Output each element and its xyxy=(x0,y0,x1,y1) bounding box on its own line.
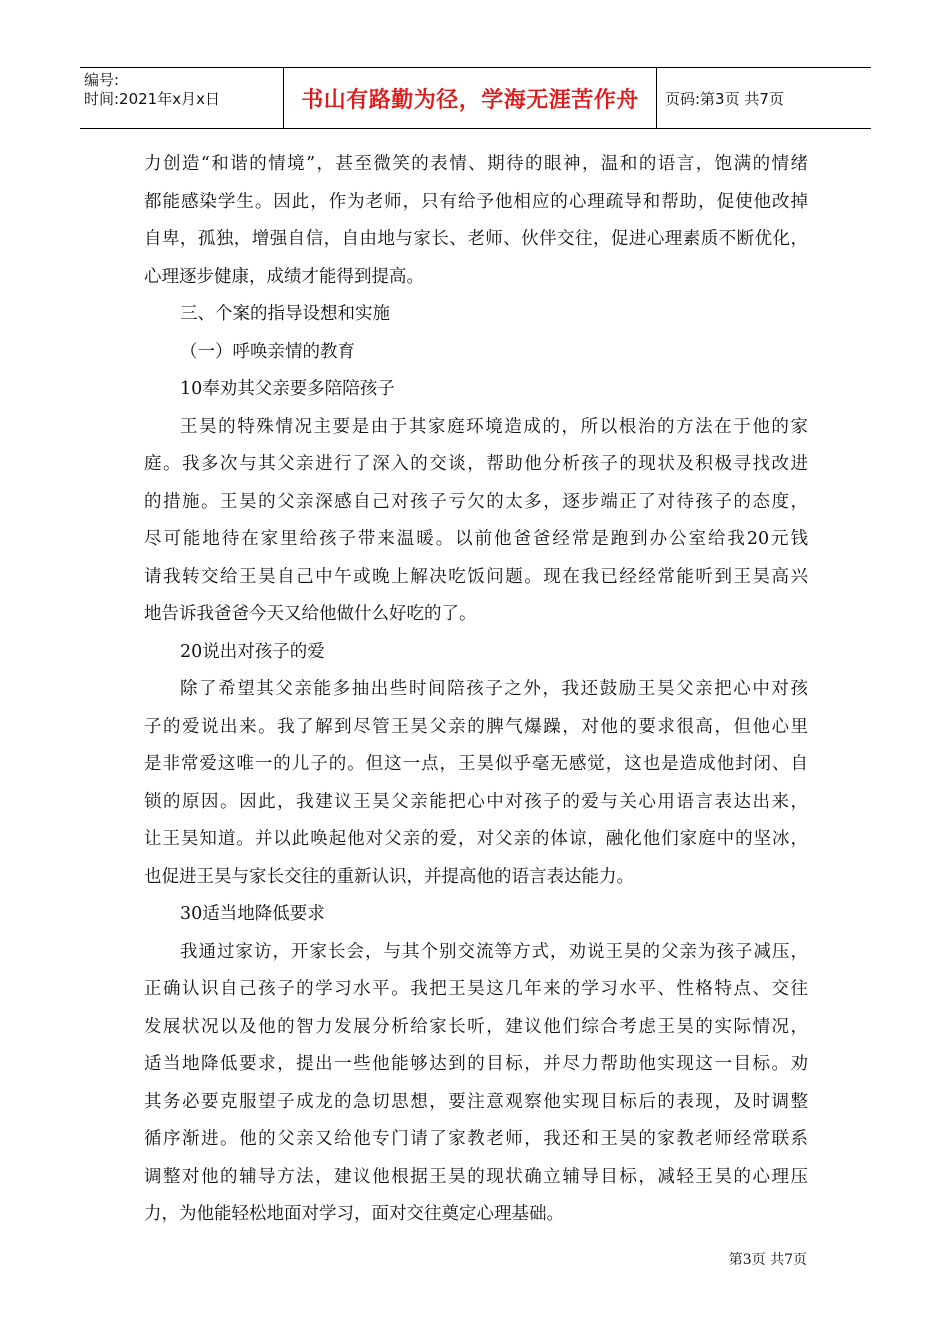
text-line: 除了希望其父亲能多抽出些时间陪孩子之外，我还鼓励王昊父亲把心中对孩 xyxy=(180,679,808,699)
text-line: 发展状况以及他的智力发展分析给家长听，建议他们综合考虑王昊的实际情况， xyxy=(144,1016,808,1037)
text-line: 也促进王昊与家长交往的重新认识，并提高他的语言表达能力。 xyxy=(144,866,634,887)
text-line: 尽可能地待在家里给孩子带来温暖。以前他爸爸经常是跑到办公室给我20元钱 xyxy=(144,529,808,549)
text-line: 其务必要克服望子成龙的急切思想，要注意观察他实现目标后的表现，及时调整 xyxy=(144,1091,808,1112)
text-line: （一）呼唤亲情的教育 xyxy=(180,341,355,362)
text-line: 让王昊知道。并以此唤起他对父亲的爱，对父亲的体谅，融化他们家庭中的坚冰， xyxy=(144,829,808,849)
page-footer: 第3页 共7页 xyxy=(728,1252,807,1268)
text-line: 适当地降低要求，提出一些他能够达到的目标，并尽力帮助他实现这一目标。劝 xyxy=(144,1054,808,1074)
text-line: 的措施。王昊的父亲深感自己对孩子亏欠的太多，逐步端正了对待孩子的态度， xyxy=(144,491,808,512)
header-meta xyxy=(80,68,284,128)
header-motto: 书山有路勤为径，学海无涯苦作舟 xyxy=(284,68,657,128)
text-line: 是非常爱这唯一的儿子的。但这一点，王昊似乎毫无感觉，这也是造成他封闭、自 xyxy=(144,754,808,774)
text-line: 循序渐进。他的父亲又给他专门请了家教老师，我还和王昊的家教老师经常联系 xyxy=(144,1129,808,1149)
text-line: 三、个案的指导设想和实施 xyxy=(180,304,390,324)
text-line: 王昊的特殊情况主要是由于其家庭环境造成的，所以根治的方法在于他的家 xyxy=(180,416,808,437)
text-line: 正确认识自己孩子的学习水平。我把王昊这几年来的学习水平、性格特点、交往 xyxy=(144,979,808,999)
text-line: 20说出对孩子的爱 xyxy=(180,641,325,662)
text-line: 30适当地降低要求 xyxy=(180,904,325,924)
text-line: 都能感染学生。因此，作为老师，只有给予他相应的心理疏导和帮助，促使他改掉 xyxy=(144,191,808,212)
text-line: 锁的原因。因此，我建议王昊父亲能把心中对孩子的爱与关心用语言表达出来， xyxy=(144,791,808,812)
text-line: 力，为他能轻松地面对学习，面对交往奠定心理基础。 xyxy=(144,1204,564,1224)
text-line: 自卑，孤独，增强自信，自由地与家长、老师、伙伴交往，促进心理素质不断优化， xyxy=(144,229,808,249)
text-line: 心理逐步健康，成绩才能得到提高。 xyxy=(144,266,424,287)
text-line: 力创造“和谐的情境”，甚至微笑的表情、期待的眼神，温和的语言，饱满的情绪 xyxy=(144,154,808,174)
document-body xyxy=(144,146,808,1234)
text-line: 10奉劝其父亲要多陪陪孩子 xyxy=(180,379,395,399)
text-line: 子的爱说出来。我了解到尽管王昊父亲的脾气爆躁，对他的要求很高，但他心里 xyxy=(144,716,808,737)
text-line: 我通过家访，开家长会，与其个别交流等方式，劝说王昊的父亲为孩子减压， xyxy=(180,941,808,962)
text-line: 地告诉我爸爸今天又给他做什么好吃的了。 xyxy=(144,604,477,624)
page-header xyxy=(80,67,871,129)
date-label: 时间:2021年x月x日 xyxy=(84,90,220,108)
serial-label: 编号: xyxy=(84,71,120,89)
text-line: 请我转交给王昊自己中午或晚上解决吃饭问题。现在我已经经常能听到王昊高兴 xyxy=(144,566,808,587)
header-page-number: 页码:第3页 共7页 xyxy=(665,89,784,108)
text-line: 庭。我多次与其父亲进行了深入的交谈，帮助他分析孩子的现状及积极寻找改进 xyxy=(144,454,808,474)
text-line: 调整对他的辅导方法，建议他根据王昊的现状确立辅导目标，减轻王昊的心理压 xyxy=(144,1166,808,1187)
